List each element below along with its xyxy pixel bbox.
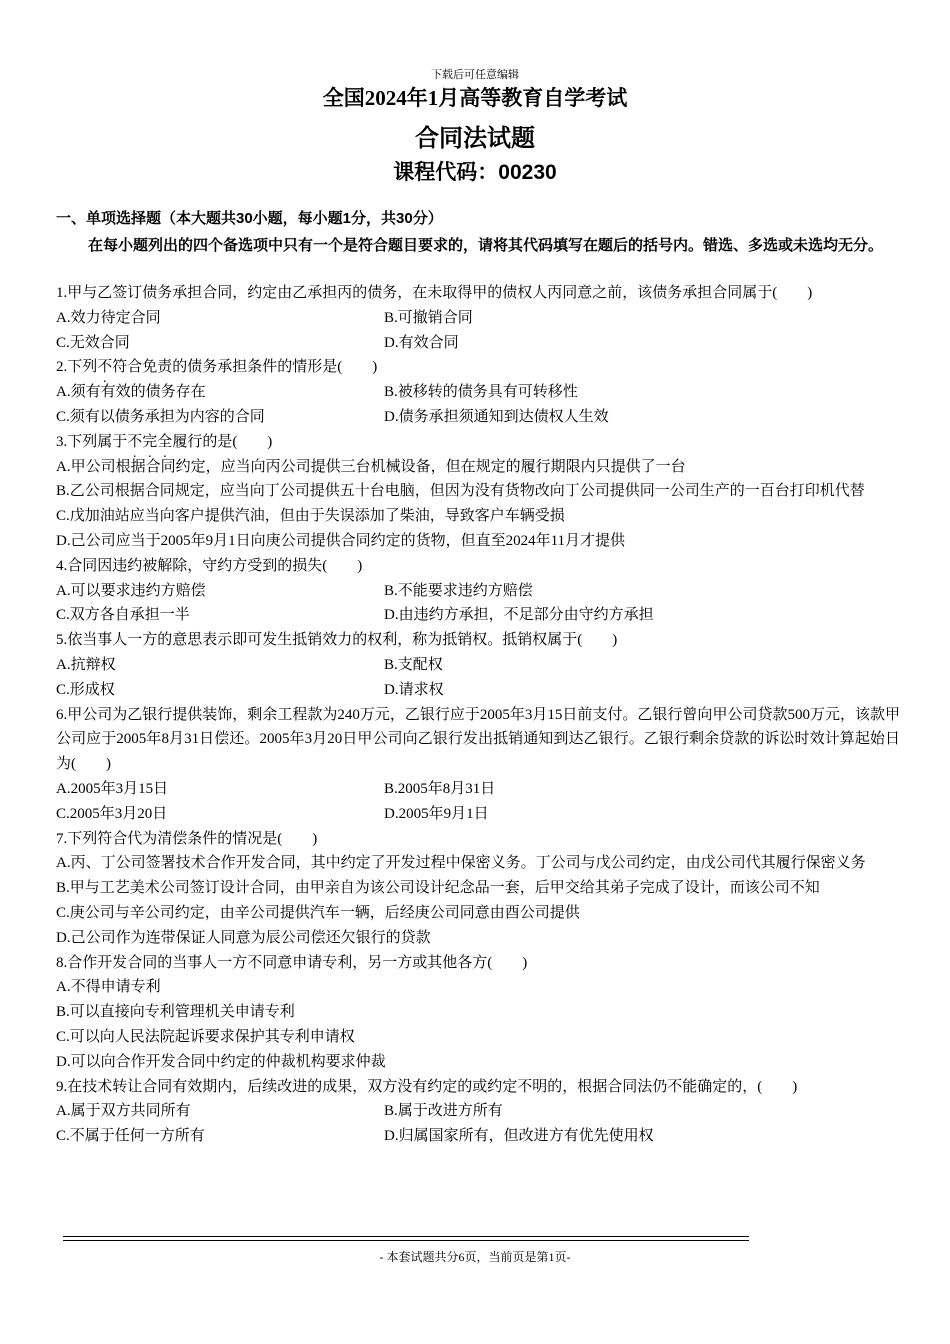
question-6-options-row-2 — [56, 802, 900, 827]
question-9-option-c: C.不属于任何一方所有 — [56, 1128, 205, 1145]
question-1-option-b: B.可撤销合同 — [384, 309, 473, 326]
question-3-stem-start: 3.下列属于 — [56, 433, 128, 450]
question-1-option-d: D.有效合同 — [384, 334, 459, 351]
question-9-stem: 9.在技术转让合同有效期内，后续改进的成果，双方没有约定的或约定不明的，根据合同法仍不能确定的，( ) — [56, 1078, 798, 1095]
question-1-options-row-1 — [56, 306, 900, 331]
question-5-option-a: A.抗辩权 — [56, 656, 116, 673]
question-5-options-row-2 — [56, 678, 900, 703]
question-2-stem — [56, 355, 900, 380]
question-6-option-c: C.2005年3月20日 — [56, 805, 168, 822]
question-2-options-row-1 — [56, 380, 900, 405]
question-5-option-b: B.支配权 — [384, 656, 443, 673]
question-4-options-row-1 — [56, 579, 900, 604]
question-3-option-a: A.甲公司根据合同约定，应当向丙公司提供三台机械设备，但在规定的履行期限内只提供了一台 — [56, 458, 686, 475]
question-5-option-d: D.请求权 — [384, 681, 444, 698]
page-footer: - 本套试题共分6页，当前页是第1页- — [379, 1250, 571, 1264]
question-3-emphasis: 不完全 — [127, 433, 173, 450]
question-3-stem-end: 履行的是( ) — [172, 433, 273, 450]
section-heading: 一、单项选择题（本大题共30小题，每小题1分，共30分） — [56, 210, 443, 227]
question-5-options-row-1 — [56, 653, 900, 678]
question-6-options-row-1 — [56, 777, 900, 802]
question-1-option-a: A.效力待定合同 — [56, 309, 161, 326]
section-instructions: 在每小题列出的四个备选项中只有一个是符合题目要求的，请将其代码填写在题后的括号内。错选、多选或未选均无分。 — [88, 237, 884, 254]
question-9-option-b: B.属于改进方所有 — [384, 1103, 503, 1120]
question-3-option-d: D.己公司应当于2005年9月1日向庚公司提供合同约定的货物，但直至2024年11月才提供 — [56, 532, 626, 549]
question-4-stem: 4.合同因违约被解除，守约方受到的损失( ) — [56, 557, 363, 574]
question-2-option-b: B.被移转的债务具有可转移性 — [384, 384, 578, 401]
footer-rule-top — [63, 1236, 749, 1237]
question-7-stem: 7.下列符合代为清偿条件的情况是( ) — [56, 830, 318, 847]
question-1-option-c: C.无效合同 — [56, 334, 130, 351]
top-note: 下载后可任意编辑 — [431, 69, 519, 81]
question-4-option-a: A.可以要求违约方赔偿 — [56, 582, 206, 599]
question-9-options-row-2 — [56, 1124, 900, 1149]
question-5-stem: 5.依当事人一方的意思表示即可发生抵销效力的权利，称为抵销权。抵销权属于( ) — [56, 632, 618, 649]
question-6-option-d: D.2005年9月1日 — [384, 805, 489, 822]
question-7-option-c: C.庚公司与辛公司约定，由辛公司提供汽车一辆，后经庚公司同意由酉公司提供 — [56, 904, 580, 921]
question-4-option-d: D.由违约方承担，不足部分由守约方承担 — [384, 607, 654, 624]
question-4-option-c: C.双方各自承担一半 — [56, 607, 190, 624]
question-4-options-row-2 — [56, 603, 900, 628]
question-9-option-d: D.归属国家所有，但改进方有优先使用权 — [384, 1128, 654, 1145]
question-8-option-b: B.可以直接向专利管理机关申请专利 — [56, 1004, 295, 1021]
question-2-options-row-2 — [56, 405, 900, 430]
question-2-stem-end: 符合免责的债务承担条件的情形是( ) — [112, 359, 378, 376]
question-9-option-a: A.属于双方共同所有 — [56, 1103, 191, 1120]
question-6-option-b: B.2005年8月31日 — [384, 780, 496, 797]
footer-rule-bottom — [63, 1240, 749, 1241]
question-2-stem-start: 2.下列 — [56, 359, 98, 376]
question-7-option-b: B.甲与工艺美术公司签订设计合同，由甲亲自为该公司设计纪念品一套，后甲交给其弟子完成了设计，而该公司不知 — [56, 880, 820, 897]
question-3-option-c: C.戊加油站应当向客户提供汽油，但由于失误添加了柴油，导致客户车辆受损 — [56, 508, 565, 525]
question-2-emphasis: 不 — [97, 359, 113, 376]
question-9-options-row-1 — [56, 1099, 900, 1124]
question-6-stem: 6.甲公司为乙银行提供装饰，剩余工程款为240万元，乙银行应于2005年3月15日前支付。乙银行曾向甲公司贷款500万元，该款甲公司应于2005年8月31日偿还。2005年3月20日甲公司向乙银行发出抵销通知到达乙银行。乙银行剩余贷款的诉讼时效计算起始日为( ) — [56, 706, 900, 773]
question-1-stem: 1.甲与乙签订债务承担合同，约定由乙承担丙的债务，在未取得甲的债权人丙同意之前，该债务承担合同属于( ) — [56, 285, 813, 301]
question-8-option-a: A.不得申请专利 — [56, 979, 161, 996]
question-5-option-c: C.形成权 — [56, 681, 115, 698]
question-3-option-b: B.乙公司根据合同规定，应当向丁公司提供五十台电脑，但因为没有货物改向丁公司提供同一公司生产的一百台打印机代替 — [56, 483, 865, 500]
question-1-options-row-2 — [56, 331, 900, 356]
question-list — [56, 281, 900, 1149]
question-3-stem — [56, 430, 900, 455]
question-2-option-d: D.债务承担须通知到达债权人生效 — [384, 408, 609, 425]
question-7-option-d: D.己公司作为连带保证人同意为辰公司偿还欠银行的贷款 — [56, 929, 431, 946]
question-7-option-a: A.丙、丁公司签署技术合作开发合同，其中约定了开发过程中保密义务。丁公司与戊公司约定，由戊公司代其履行保密义务 — [56, 855, 866, 872]
exam-title: 全国2024年1月高等教育自学考试 — [322, 86, 628, 110]
question-8-stem: 8.合作开发合同的当事人一方不同意申请专利，另一方或其他各方( ) — [56, 954, 528, 971]
question-6-option-a: A.2005年3月15日 — [56, 780, 169, 797]
question-8-option-c: C.可以向人民法院起诉要求保护其专利申请权 — [56, 1028, 355, 1045]
question-2-option-c: C.须有以债务承担为内容的合同 — [56, 408, 265, 425]
question-4-option-b: B.不能要求违约方赔偿 — [384, 582, 533, 599]
course-code: 课程代码：00230 — [393, 161, 557, 184]
question-2-option-a: A.须有有效的债务存在 — [56, 384, 206, 401]
question-8-option-d: D.可以向合作开发合同中约定的仲裁机构要求仲裁 — [56, 1053, 386, 1070]
subject-title: 合同法试题 — [415, 125, 535, 152]
